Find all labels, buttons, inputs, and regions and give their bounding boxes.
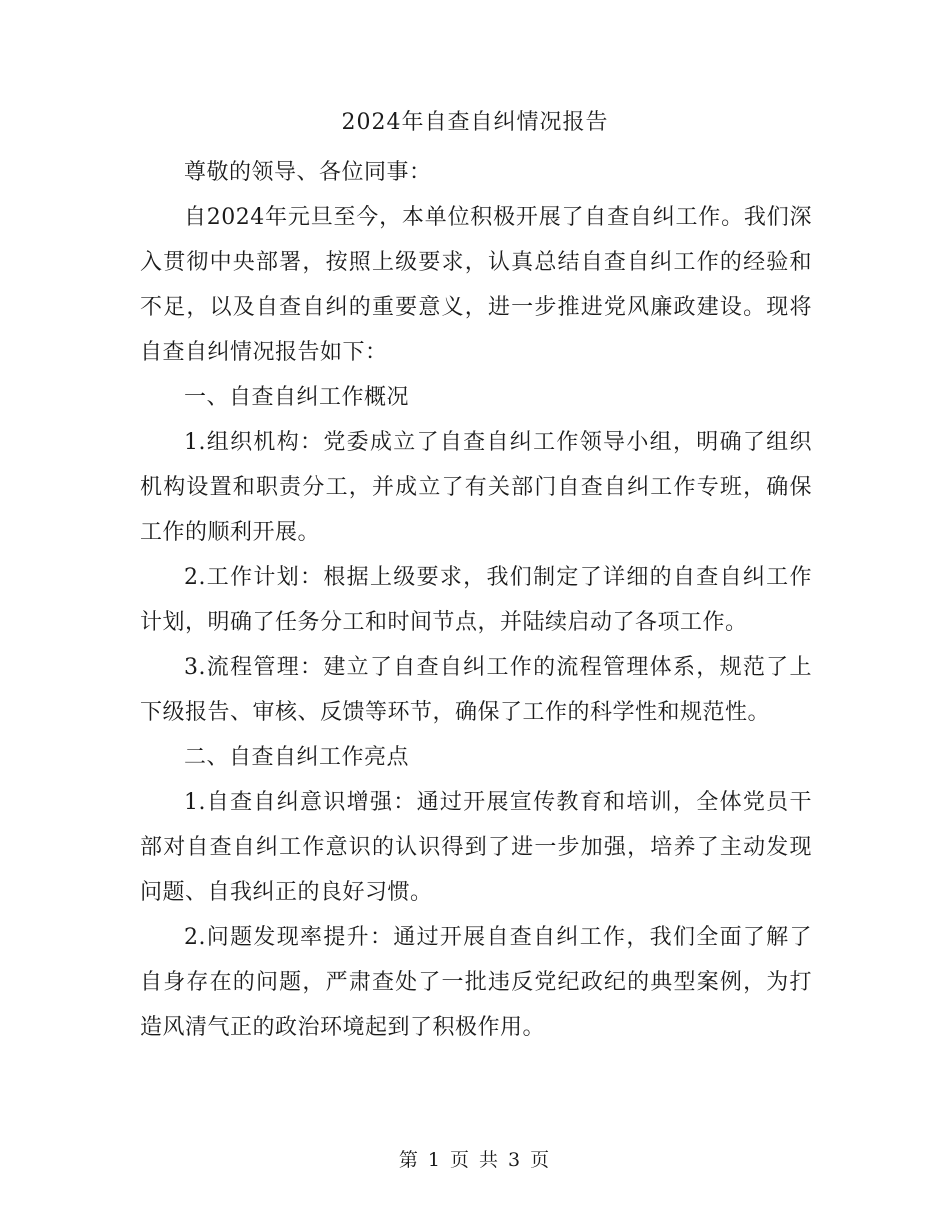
document-body [140, 150, 812, 1050]
intro-paragraph: 自2024年元旦至今，本单位积极开展了自查自纠工作。我们深入贯彻中央部署，按照上级要求，认真总结自查自纠工作的经验和不足，以及自查自纠的重要意义，进一步推进党风廉政建设。现将自查自纠情况报告如下： [140, 205, 812, 365]
section-heading-highlights: 二、自查自纠工作亮点 [184, 745, 410, 770]
document-title: 2024年自查自纠情况报告 [341, 110, 609, 135]
overview-item-organization: 1.组织机构：党委成立了自查自纠工作领导小组，明确了组织机构设置和职责分工，并成立了有关部门自查自纠工作专班，确保工作的顺利开展。 [140, 430, 812, 545]
salutation: 尊敬的领导、各位同事： [184, 160, 432, 185]
overview-item-work-plan: 2.工作计划：根据上级要求，我们制定了详细的自查自纠工作计划，明确了任务分工和时间节点，并陆续启动了各项工作。 [140, 565, 812, 635]
page-number-footer: 第 1 页 共 3 页 [398, 1149, 552, 1171]
highlight-item-awareness: 1.自查自纠意识增强：通过开展宣传教育和培训，全体党员干部对自查自纠工作意识的认识得到了进一步加强，培养了主动发现问题、自我纠正的良好习惯。 [140, 790, 812, 905]
section-heading-overview: 一、自查自纠工作概况 [184, 385, 410, 410]
overview-item-process-management: 3.流程管理：建立了自查自纠工作的流程管理体系，规范了上下级报告、审核、反馈等环节，确保了工作的科学性和规范性。 [140, 655, 812, 725]
highlight-item-discovery-rate: 2.问题发现率提升：通过开展自查自纠工作，我们全面了解了自身存在的问题，严肃查处了一批违反党纪政纪的典型案例，为打造风清气正的政治环境起到了积极作用。 [140, 925, 812, 1040]
